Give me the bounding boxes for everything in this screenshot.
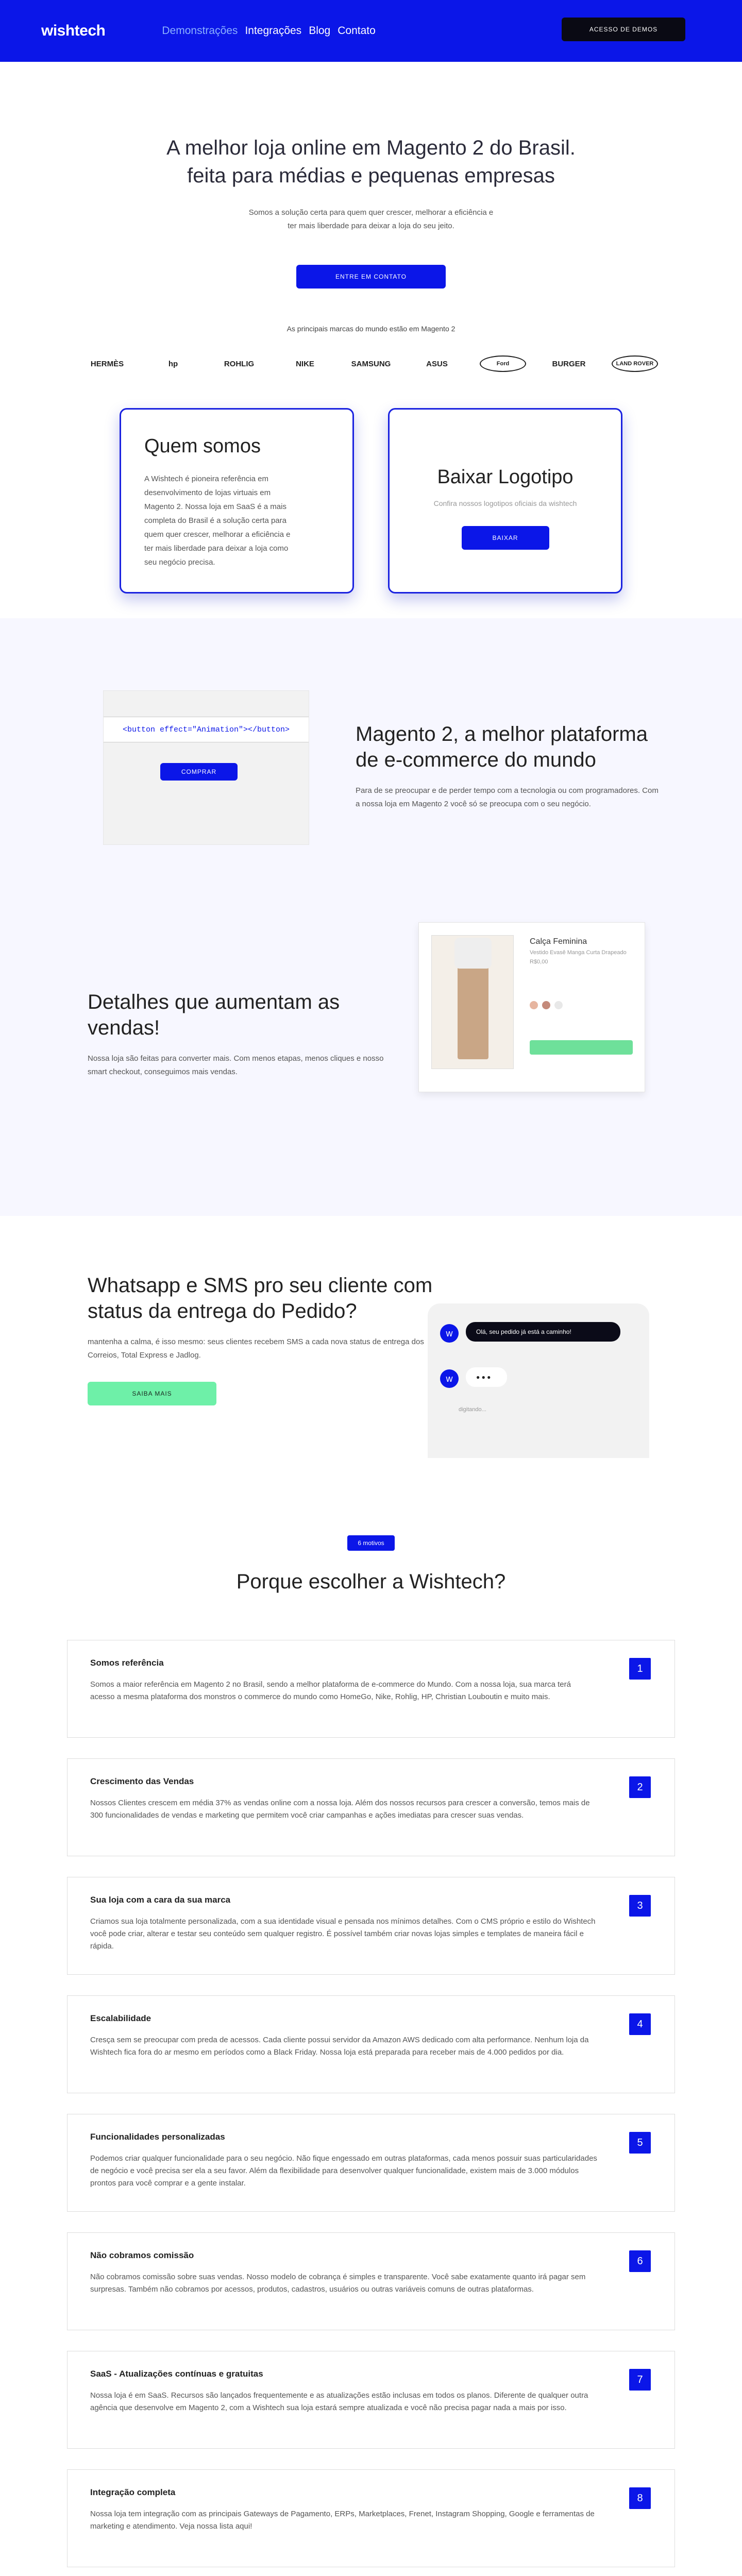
why-title: Porque escolher a Wishtech? <box>236 1570 506 1593</box>
brand-logo-nike: NIKE <box>296 359 314 368</box>
whatsapp-title: Whatsapp e SMS pro seu cliente com status da entrega do Pedido? <box>88 1274 433 1323</box>
logo-download-card <box>388 408 622 594</box>
reason-number: 5 <box>629 2132 651 2154</box>
logo-download-text: Confira nossos logotipos oficiais da wishtech <box>433 499 577 507</box>
reason-card: Não cobramos comissão Não cobramos comissão sobre suas vendas. Nosso modelo de cobrança é simples e transparente. Você sabe exatamente quanto irá pagar sem surpresas. Também não cobramos por acessos, produtos, cadastros, usuários ou outras variáveis comuns de outras plataformas. 6 <box>67 2232 675 2330</box>
phone-mockup <box>428 1303 649 1458</box>
reasons-tag: 6 motivos <box>347 1535 394 1551</box>
hero-section <box>0 62 742 618</box>
demo-access-button[interactable]: ACESSO DE DEMOS <box>562 18 685 41</box>
reason-card: SaaS - Atualizações contínuas e gratuitas Nossa loja é em SaaS. Recursos são lançados frequentemente e as atualizações estão inclusas em todos os planos. Diferente de qualquer outra agência que desenvolve em Magento 2, com a Wishtech sua loja estará sempre atualizada e você não precisa pagar nada a mais por isso. 7 <box>67 2351 675 2449</box>
nav-integracoes[interactable]: Integrações <box>245 25 302 37</box>
about-card <box>120 408 354 594</box>
details-description: Nossa loja são feitas para converter mais. Com menos etapas, menos cliques e nosso smart checkout, conseguimos mais vendas. <box>88 1054 384 1076</box>
learn-more-button[interactable]: SAIBA MAIS <box>88 1382 216 1405</box>
hero-title: A melhor loja online em Magento 2 do Brasil. feita para médias e pequenas empresas <box>166 137 576 187</box>
reason-card: Crescimento das Vendas Nossos Clientes crescem em média 37% as vendas online com a nossa loja. Além dos nossos recursos para crescer a conversão, temos mais de 300 funcionalidades de vendas e marketing que permitem você criar campanhas e ações imediatas para crescer suas vendas. 2 <box>67 1758 675 1856</box>
reason-number: 6 <box>629 2250 651 2272</box>
brand-logo-land-rover: LAND ROVER <box>612 355 658 372</box>
logo-download-title: Baixar Logotipo <box>437 466 574 488</box>
reason-card: Integração completa Nossa loja tem integração com as principais Gateways de Pagamento, ERPs, Marketplaces, Frenet, Instagram Shopping, Google e ferramentas de marketing e atendimento. Veja nossa lista aqui! 8 <box>67 2469 675 2567</box>
nav-blog[interactable]: Blog <box>309 25 331 37</box>
product-info <box>530 937 633 1055</box>
about-text: A Wishtech é pioneira referência em desenvolvimento de lojas virtuais em Magento 2. Nossa loja em SaaS é a mais completa do Brasil é a solução certa para quem quer crescer, melhorar a eficiência e ter mais liberdade para deixar a loja como seu negócio precisa. <box>144 474 291 567</box>
chat-avatar-icon: w <box>440 1369 459 1388</box>
nav-contato[interactable]: Contato <box>338 25 376 37</box>
swatch[interactable] <box>542 1001 550 1009</box>
color-swatches <box>530 1001 633 1009</box>
info-cards <box>0 408 742 594</box>
typing-bubble: ● ● ● <box>466 1367 507 1387</box>
about-title: Quem somos <box>144 435 261 457</box>
reason-card: Sua loja com a cara da sua marca Criamos sua loja totalmente personalizada, com a sua identidade visual e pensada nos mínimos detalhes. Com o CMS próprio e estilo do Wishtech você pode criar, alterar e testar seu conteúdo sem qualquer registro. É possível também criar novas lojas simples e templates de maneira fácil e rápida. 3 <box>67 1877 675 1975</box>
typing-label: digitando... <box>459 1406 486 1413</box>
product-image <box>431 935 514 1069</box>
details-text <box>88 989 397 1079</box>
product-preview-card <box>418 922 645 1092</box>
reason-number: 1 <box>629 1658 651 1680</box>
demo-buy-button[interactable]: COMPRAR <box>160 763 238 781</box>
chat-bubble: Olá, seu pedido já está a caminho! <box>466 1322 620 1342</box>
add-to-cart-bar[interactable] <box>530 1040 633 1055</box>
product-price: R$0,00 <box>530 959 548 965</box>
chat-avatar-icon: w <box>440 1324 459 1343</box>
nav-demonstracoes[interactable]: Demonstrações <box>162 25 238 37</box>
details-title: Detalhes que aumentam as vendas! <box>88 991 340 1039</box>
brand-logo-hermes: HERMÈS <box>90 359 124 368</box>
button-demo-box <box>103 690 309 845</box>
swatch[interactable] <box>554 1001 563 1009</box>
code-snippet: <button effect="Animation"></button> <box>104 717 309 742</box>
reasons-list <box>67 1640 675 2567</box>
reason-number: 7 <box>629 2369 651 2391</box>
brand-logos <box>0 355 742 372</box>
magento-description: Para de se preocupar e de perder tempo com a tecnologia ou com programadores. Com a nossa loja em Magento 2 você só se preocupa com o seu negócio. <box>356 786 659 808</box>
brands-caption: As principais marcas do mundo estão em Magento 2 <box>286 325 456 333</box>
brand-logo-rohlig: ROHLIG <box>224 359 255 368</box>
product-name: Calça Feminina <box>530 937 587 946</box>
brand-logo-ford: Ford <box>480 355 526 372</box>
reason-card: Escalabilidade Cresça sem se preocupar com preda de acessos. Cada cliente possui servidor da Amazon AWS dedicado com alta performance. Nenhum loja da Wishtech fica fora do ar mesmo em períodos como a Black Friday. Nossa loja está preparada para receber mais de 4.000 pedidos por dia. 4 <box>67 1995 675 2093</box>
brand-logo-hp: hp <box>168 359 178 368</box>
whatsapp-text <box>88 1273 448 1405</box>
reason-card: Funcionalidades personalizadas Podemos criar qualquer funcionalidade para o seu negócio. Não fique engessado em outras plataformas, cada menos possuir suas particularidades de negócio e você precisa ser ela a seu favor. Além da flexibilidade para desenvolver qualquer funcionalidade, existem mais de 3.000 módulos prontos para você comprar e a gente instalar. 5 <box>67 2114 675 2212</box>
whatsapp-description: mantenha a calma, é isso mesmo: seus clientes recebem SMS a cada nova status de entrega dos Correios, Total Express e Jadlog. <box>88 1337 424 1360</box>
brand-logo-burger: BURGER <box>552 359 586 368</box>
reason-card: Somos referência Somos a maior referência em Magento 2 no Brasil, sendo a melhor plataforma de e-commerce do Mundo. Com a nossa loja, sua marca terá acesso a mesma plataforma dos monstros o commerce do mundo como HomeGo, Nike, Rohlig, HP, Christian Louboutin e muito mais. 1 <box>67 1640 675 1738</box>
wishtech-logo[interactable]: wishtech <box>41 22 106 39</box>
contact-button[interactable]: ENTRE EM CONTATO <box>296 265 446 289</box>
magento-section <box>0 618 742 886</box>
hero-subtitle: Somos a solução certa para quem quer crescer, melhorar a eficiência e ter mais liberdade para deixar a loja do seu jeito. <box>248 208 494 230</box>
brand-logo-asus: ASUS <box>426 359 448 368</box>
brand-logo-samsung: SAMSUNG <box>351 359 391 368</box>
reason-number: 3 <box>629 1895 651 1917</box>
product-description: Vestido Evasê Manga Curta Drapeado <box>530 950 627 956</box>
magento-text <box>356 721 660 811</box>
reason-number: 2 <box>629 1776 651 1798</box>
swatch[interactable] <box>530 1001 538 1009</box>
download-logo-button[interactable]: BAIXAR <box>462 526 549 550</box>
magento-title: Magento 2, a melhor plataforma de e-commerce do mundo <box>356 723 648 771</box>
reason-number: 4 <box>629 2013 651 2035</box>
site-header <box>0 0 742 62</box>
whatsapp-section <box>0 1216 742 1458</box>
main-nav <box>162 25 375 37</box>
reason-number: 8 <box>629 2487 651 2509</box>
why-section <box>0 1458 742 2567</box>
details-section <box>0 886 742 1216</box>
